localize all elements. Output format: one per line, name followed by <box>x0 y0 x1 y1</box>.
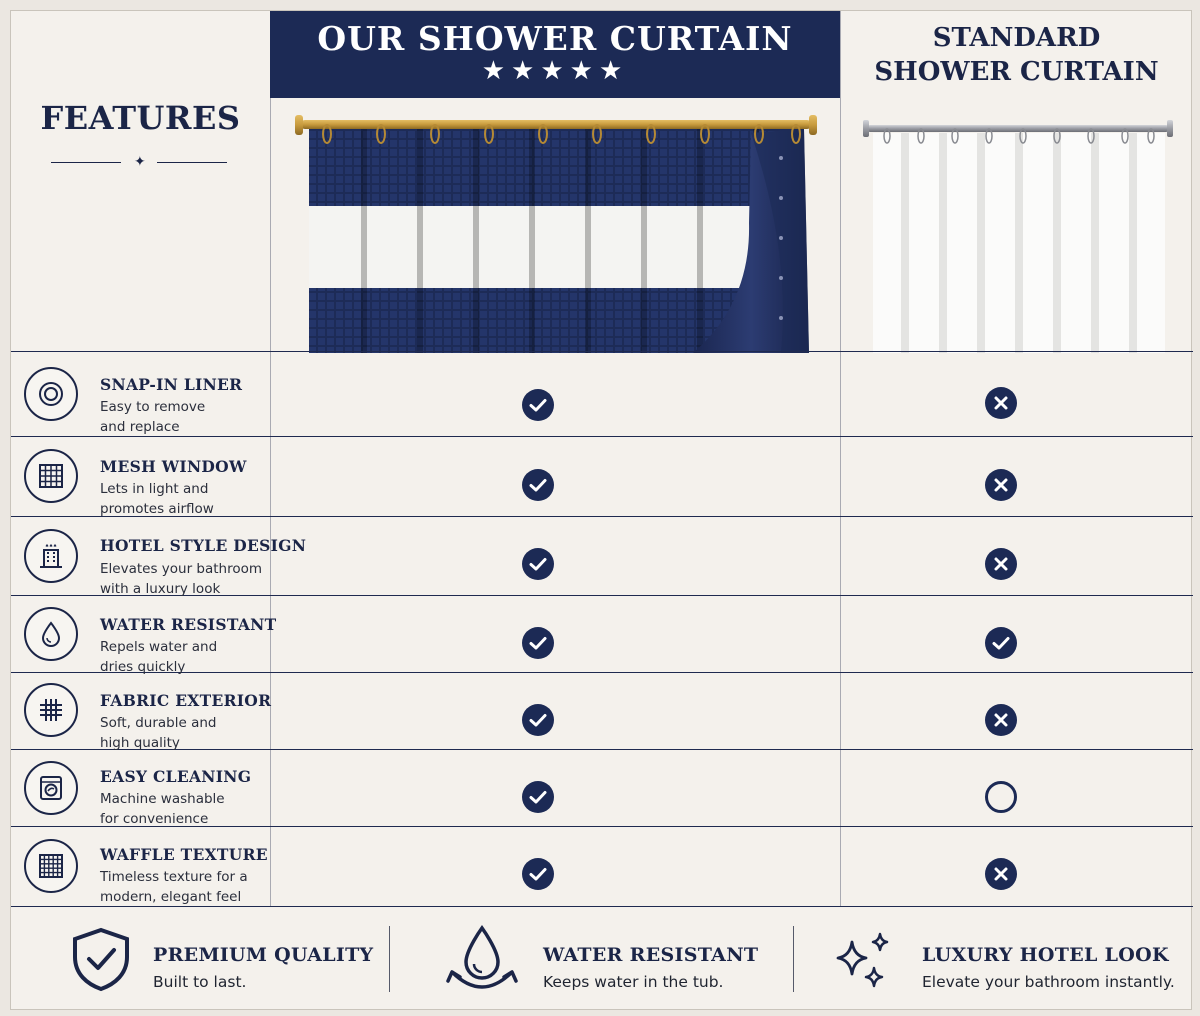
star-rating: ★★★★★ <box>481 56 629 86</box>
feature-row <box>11 436 1193 516</box>
hotel-icon <box>24 529 78 583</box>
cross-icon <box>985 548 1017 580</box>
benefits-band <box>11 906 1193 1011</box>
feature-title: EASY CLEANING <box>100 767 252 786</box>
benefit-water-resistant <box>390 906 793 1011</box>
benefit-subtitle: Keeps water in the tub. <box>543 973 724 991</box>
feature-title: FABRIC EXTERIOR <box>100 691 272 710</box>
standard-title-line2: SHOWER CURTAIN <box>874 57 1159 87</box>
feature-title: HOTEL STYLE DESIGN <box>100 536 307 555</box>
feature-row <box>11 351 1193 436</box>
feature-row <box>11 672 1193 749</box>
benefit-title: PREMIUM QUALITY <box>153 944 374 966</box>
feature-description: Easy to remove and replace <box>100 399 206 435</box>
check-icon <box>522 548 554 580</box>
washing-machine-icon <box>24 761 78 815</box>
check-icon <box>522 627 554 659</box>
target-icon <box>24 367 78 421</box>
check-icon <box>522 781 554 813</box>
shield-check-icon <box>69 926 133 992</box>
feature-description: Elevates your bathroom with a luxury look <box>100 561 263 597</box>
feature-title: WAFFLE TEXTURE <box>100 845 268 864</box>
feature-row <box>11 595 1193 675</box>
benefit-subtitle: Built to last. <box>153 973 247 991</box>
feature-description: Lets in light and promotes airflow <box>100 481 214 517</box>
our-curtain-image <box>281 103 833 353</box>
standard-curtain-header <box>840 11 1193 98</box>
standard-curtain-image <box>851 111 1186 353</box>
benefit-luxury-hotel-look <box>794 906 1193 1011</box>
check-icon <box>522 704 554 736</box>
cross-icon <box>985 858 1017 890</box>
feature-row <box>11 826 1193 906</box>
check-icon <box>985 627 1017 659</box>
water-drop-icon <box>24 607 78 661</box>
feature-title: MESH WINDOW <box>100 457 247 476</box>
feature-row <box>11 516 1193 595</box>
diamond-icon: ✦ <box>134 154 146 170</box>
our-curtain-header <box>270 11 840 98</box>
feature-row <box>11 749 1193 826</box>
benefit-title: WATER RESISTANT <box>543 944 759 966</box>
fabric-weave-icon <box>24 683 78 737</box>
check-icon <box>522 858 554 890</box>
divider <box>157 162 227 163</box>
mesh-grid-icon <box>24 449 78 503</box>
feature-description: Soft, durable and high quality <box>100 715 217 751</box>
benefit-premium-quality <box>11 906 389 1011</box>
check-icon <box>522 389 554 421</box>
divider <box>51 162 121 163</box>
waffle-grid-icon <box>24 839 78 893</box>
sparkles-icon <box>830 930 896 994</box>
feature-description: Machine washable for convenience <box>100 791 225 827</box>
cross-icon <box>985 469 1017 501</box>
standard-title-line1: STANDARD <box>932 23 1101 53</box>
comparison-chart <box>10 10 1192 1010</box>
benefit-title: LUXURY HOTEL LOOK <box>922 944 1169 966</box>
empty-circle-icon <box>985 781 1017 813</box>
features-title: FEATURES <box>40 99 241 137</box>
feature-title: SNAP-IN LINER <box>100 375 243 394</box>
water-drop-arrows-icon <box>442 922 522 998</box>
feature-title: WATER RESISTANT <box>100 615 277 634</box>
our-curtain-title: OUR SHOWER CURTAIN <box>317 19 793 58</box>
benefit-subtitle: Elevate your bathroom instantly. <box>922 973 1175 991</box>
feature-description: Timeless texture for a modern, elegant feel <box>100 869 248 905</box>
features-header <box>11 11 270 351</box>
cross-icon <box>985 387 1017 419</box>
cross-icon <box>985 704 1017 736</box>
check-icon <box>522 469 554 501</box>
feature-description: Repels water and dries quickly <box>100 639 218 675</box>
